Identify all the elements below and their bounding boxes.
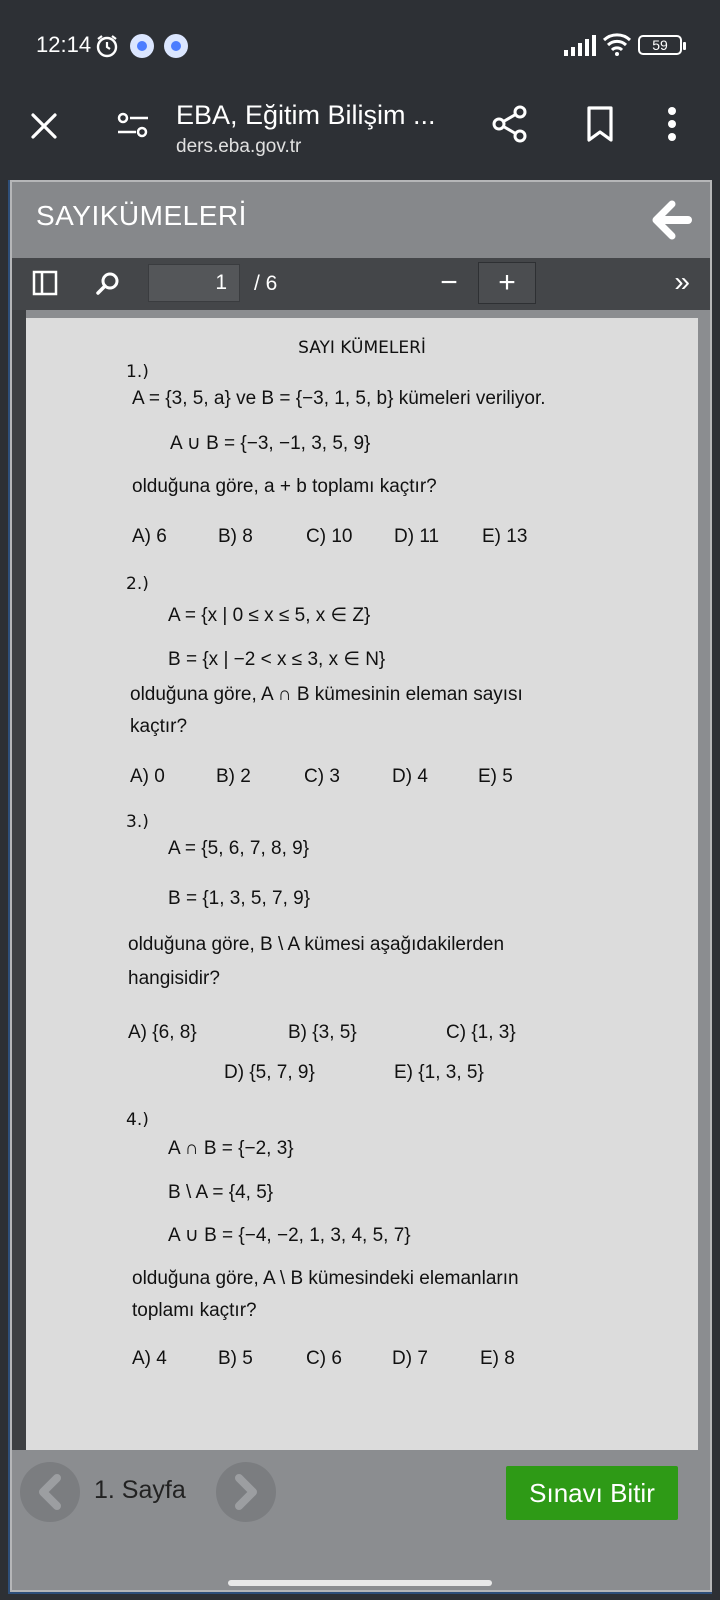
question-3-line: hangisidir? bbox=[128, 968, 220, 989]
question-4-option[interactable]: C) 6 bbox=[306, 1348, 342, 1369]
question-2-option[interactable]: D) 4 bbox=[392, 766, 428, 787]
question-4-option[interactable]: A) 4 bbox=[132, 1348, 167, 1369]
question-2-option[interactable]: B) 2 bbox=[216, 766, 251, 787]
zoom-controls bbox=[420, 262, 536, 304]
question-3-option[interactable]: A) {6, 8} bbox=[128, 1022, 197, 1043]
question-1-option[interactable]: A) 6 bbox=[132, 526, 167, 547]
site-settings-icon[interactable] bbox=[116, 110, 150, 140]
question-4-line: B \ A = {4, 5} bbox=[168, 1182, 274, 1203]
question-3-line: A = {5, 6, 7, 8, 9} bbox=[168, 838, 310, 859]
bookmark-icon[interactable] bbox=[584, 104, 616, 144]
finish-exam-button[interactable]: Sınavı Bitir bbox=[506, 1466, 678, 1520]
app-notification-icon bbox=[130, 34, 154, 58]
close-icon[interactable] bbox=[28, 110, 60, 142]
question-3-option[interactable]: E) {1, 3, 5} bbox=[394, 1062, 484, 1083]
question-4-option[interactable]: E) 8 bbox=[480, 1348, 515, 1369]
question-4-option[interactable]: B) 5 bbox=[218, 1348, 253, 1369]
viewer-header bbox=[12, 182, 710, 258]
question-1-option[interactable]: C) 10 bbox=[306, 526, 353, 547]
page-title: EBA, Eğitim Bilişim ... bbox=[176, 100, 436, 130]
question-4-number: 4.) bbox=[126, 1110, 149, 1130]
document-title: SAYI KÜMELERİ bbox=[298, 338, 426, 358]
zoom-out-button[interactable]: − bbox=[440, 266, 458, 299]
search-icon[interactable] bbox=[94, 270, 122, 298]
right-rail bbox=[698, 310, 710, 1450]
share-icon[interactable] bbox=[490, 104, 530, 144]
question-1-line: A ∪ B = {−3, −1, 3, 5, 9} bbox=[170, 433, 371, 454]
document-content bbox=[26, 318, 698, 1450]
question-3-number: 3.) bbox=[126, 812, 149, 832]
status-bar bbox=[0, 0, 720, 88]
question-3-option[interactable]: B) {3, 5} bbox=[288, 1022, 357, 1043]
question-3-option[interactable]: D) {5, 7, 9} bbox=[224, 1062, 315, 1083]
question-1-option[interactable]: B) 8 bbox=[218, 526, 253, 547]
pdf-page[interactable] bbox=[26, 318, 698, 1450]
gesture-home-bar[interactable] bbox=[228, 1580, 492, 1586]
more-options-icon[interactable] bbox=[666, 106, 678, 142]
pdf-toolbar bbox=[12, 258, 710, 310]
battery-icon bbox=[638, 35, 682, 55]
question-3-option[interactable]: C) {1, 3} bbox=[446, 1022, 516, 1043]
question-2-line: B = {x | −2 < x ≤ 3, x ∈ N} bbox=[168, 649, 386, 670]
question-2-option[interactable]: E) 5 bbox=[478, 766, 513, 787]
question-1-line: A = {3, 5, a} ve B = {−3, 1, 5, b} kümeleri veriliyor. bbox=[132, 388, 546, 409]
question-3-line: B = {1, 3, 5, 7, 9} bbox=[168, 888, 311, 909]
viewer-title: SAYIKÜMELERİ bbox=[36, 200, 247, 231]
exam-footer bbox=[12, 1450, 710, 1590]
question-4-line: olduğuna göre, A \ B kümesindeki elemanların bbox=[132, 1268, 519, 1289]
question-4-option[interactable]: D) 7 bbox=[392, 1348, 428, 1369]
question-3-line: olduğuna göre, B \ A kümesi aşağıdakilerden bbox=[128, 934, 505, 955]
page-url: ders.eba.gov.tr bbox=[176, 136, 302, 157]
browser-toolbar bbox=[0, 88, 720, 176]
question-4-line: A ∩ B = {−2, 3} bbox=[168, 1138, 294, 1159]
exam-viewer bbox=[10, 180, 712, 1592]
chevron-right-icon bbox=[231, 1474, 261, 1510]
battery-level: 59 bbox=[652, 37, 668, 53]
back-arrow-icon[interactable] bbox=[650, 198, 694, 242]
app-notification-icon-2 bbox=[164, 34, 188, 58]
question-2-option[interactable]: A) 0 bbox=[130, 766, 165, 787]
question-4-line: A ∪ B = {−4, −2, 1, 3, 4, 5, 7} bbox=[168, 1225, 411, 1246]
more-tools-button[interactable]: » bbox=[674, 266, 690, 297]
status-time: 12:14 bbox=[36, 32, 92, 57]
page-total: / 6 bbox=[254, 272, 278, 295]
question-1-line: olduğuna göre, a + b toplamı kaçtır? bbox=[132, 476, 437, 497]
scroll-rail bbox=[12, 310, 26, 1450]
signal-icon bbox=[564, 34, 598, 56]
sidebar-toggle-icon[interactable] bbox=[32, 270, 58, 296]
previous-page-button[interactable] bbox=[20, 1462, 80, 1522]
zoom-in-button[interactable]: + bbox=[478, 262, 536, 304]
question-4-line: toplamı kaçtır? bbox=[132, 1300, 257, 1321]
question-1-option[interactable]: D) 11 bbox=[394, 526, 440, 547]
question-1-number: 1.) bbox=[126, 362, 149, 382]
question-2-option[interactable]: C) 3 bbox=[304, 766, 340, 787]
current-page-label: 1. Sayfa bbox=[94, 1476, 186, 1504]
notification-icons bbox=[94, 33, 188, 59]
question-2-line: olduğuna göre, A ∩ B kümesinin eleman sayısı bbox=[130, 684, 523, 705]
question-1-option[interactable]: E) 13 bbox=[482, 526, 528, 547]
question-2-line: kaçtır? bbox=[130, 716, 188, 737]
chevron-left-icon bbox=[35, 1474, 65, 1510]
question-2-line: A = {x | 0 ≤ x ≤ 5, x ∈ Z} bbox=[168, 605, 371, 626]
page-number-input[interactable]: 1 bbox=[148, 264, 240, 302]
wifi-icon bbox=[602, 32, 632, 56]
next-page-button[interactable] bbox=[216, 1462, 276, 1522]
alarm-icon bbox=[94, 33, 120, 59]
question-2-number: 2.) bbox=[126, 574, 149, 594]
